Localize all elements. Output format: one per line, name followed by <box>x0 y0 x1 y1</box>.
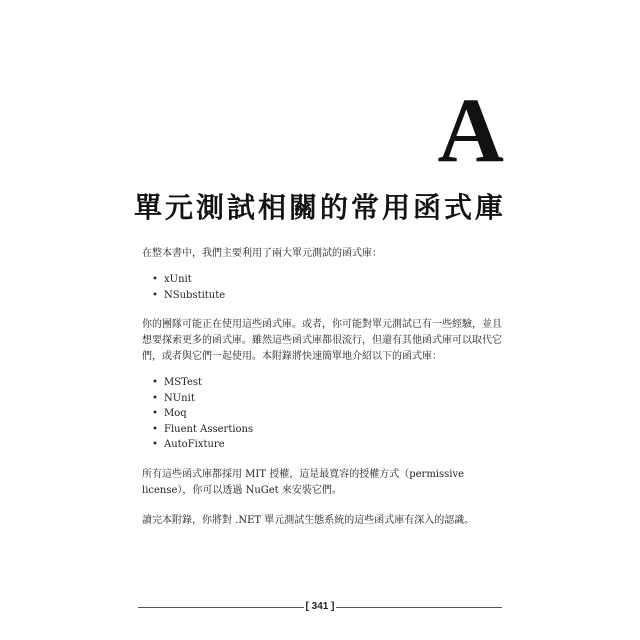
page-number-bracket-right: ] <box>331 601 335 612</box>
page-number-value: 341 <box>311 601 329 612</box>
footer-rule-right <box>336 607 502 608</box>
bullet-icon: • <box>152 377 158 388</box>
list-item-label: NUnit <box>164 392 195 404</box>
bullet-icon: • <box>152 408 158 419</box>
appendix-letter: A <box>437 79 504 181</box>
page-content <box>142 246 504 529</box>
license-paragraph: 所有這些函式庫都採用 MIT 授權，這是最寬容的授權方式（permissive license），你可以透過 NuGet 來安裝它們。 <box>142 468 465 496</box>
list-item-label: xUnit <box>164 274 192 285</box>
chapter-title: 單元測試相關的常用函式庫 <box>133 191 506 224</box>
footer-rule-left <box>138 607 304 608</box>
list-item <box>152 375 504 391</box>
list-item <box>152 422 504 438</box>
list-item <box>152 391 504 407</box>
bullet-icon: • <box>152 289 158 301</box>
main-libraries-list <box>152 272 504 303</box>
intro-paragraph: 在整本書中，我們主要利用了兩大單元測試的函式庫： <box>142 248 382 259</box>
list-item <box>152 406 504 422</box>
list-item-label: NSubstitute <box>164 289 226 301</box>
bullet-icon: • <box>152 392 158 404</box>
page-footer <box>138 600 502 614</box>
bullet-icon: • <box>152 274 158 285</box>
closing-paragraph: 讀完本附錄，你將對 .NET 單元測試生態系統的這些函式庫有深入的認識。 <box>142 514 475 526</box>
bullet-icon: • <box>152 439 158 450</box>
list-item-label: MSTest <box>164 377 203 388</box>
list-item-label: Fluent Assertions <box>164 423 254 435</box>
list-item-label: AutoFixture <box>164 439 225 450</box>
list-item <box>152 288 504 304</box>
list-item <box>152 272 504 288</box>
bullet-icon: • <box>152 423 158 435</box>
other-libraries-list <box>152 375 504 453</box>
page-number-bracket-left: [ <box>305 601 309 612</box>
list-item <box>152 437 504 453</box>
alternatives-paragraph: 你的團隊可能正在使用這些函式庫。或者，你可能對單元測試已有一些經驗，並且想要探索更多的函式庫。雖然這些函式庫都很流行，但還有其他函式庫可以取代它們，或者與它們一起使用。本附錄將快速簡單地介紹以下的函式庫： <box>142 319 502 362</box>
page-number <box>306 600 335 614</box>
list-item-label: Moq <box>164 408 187 419</box>
